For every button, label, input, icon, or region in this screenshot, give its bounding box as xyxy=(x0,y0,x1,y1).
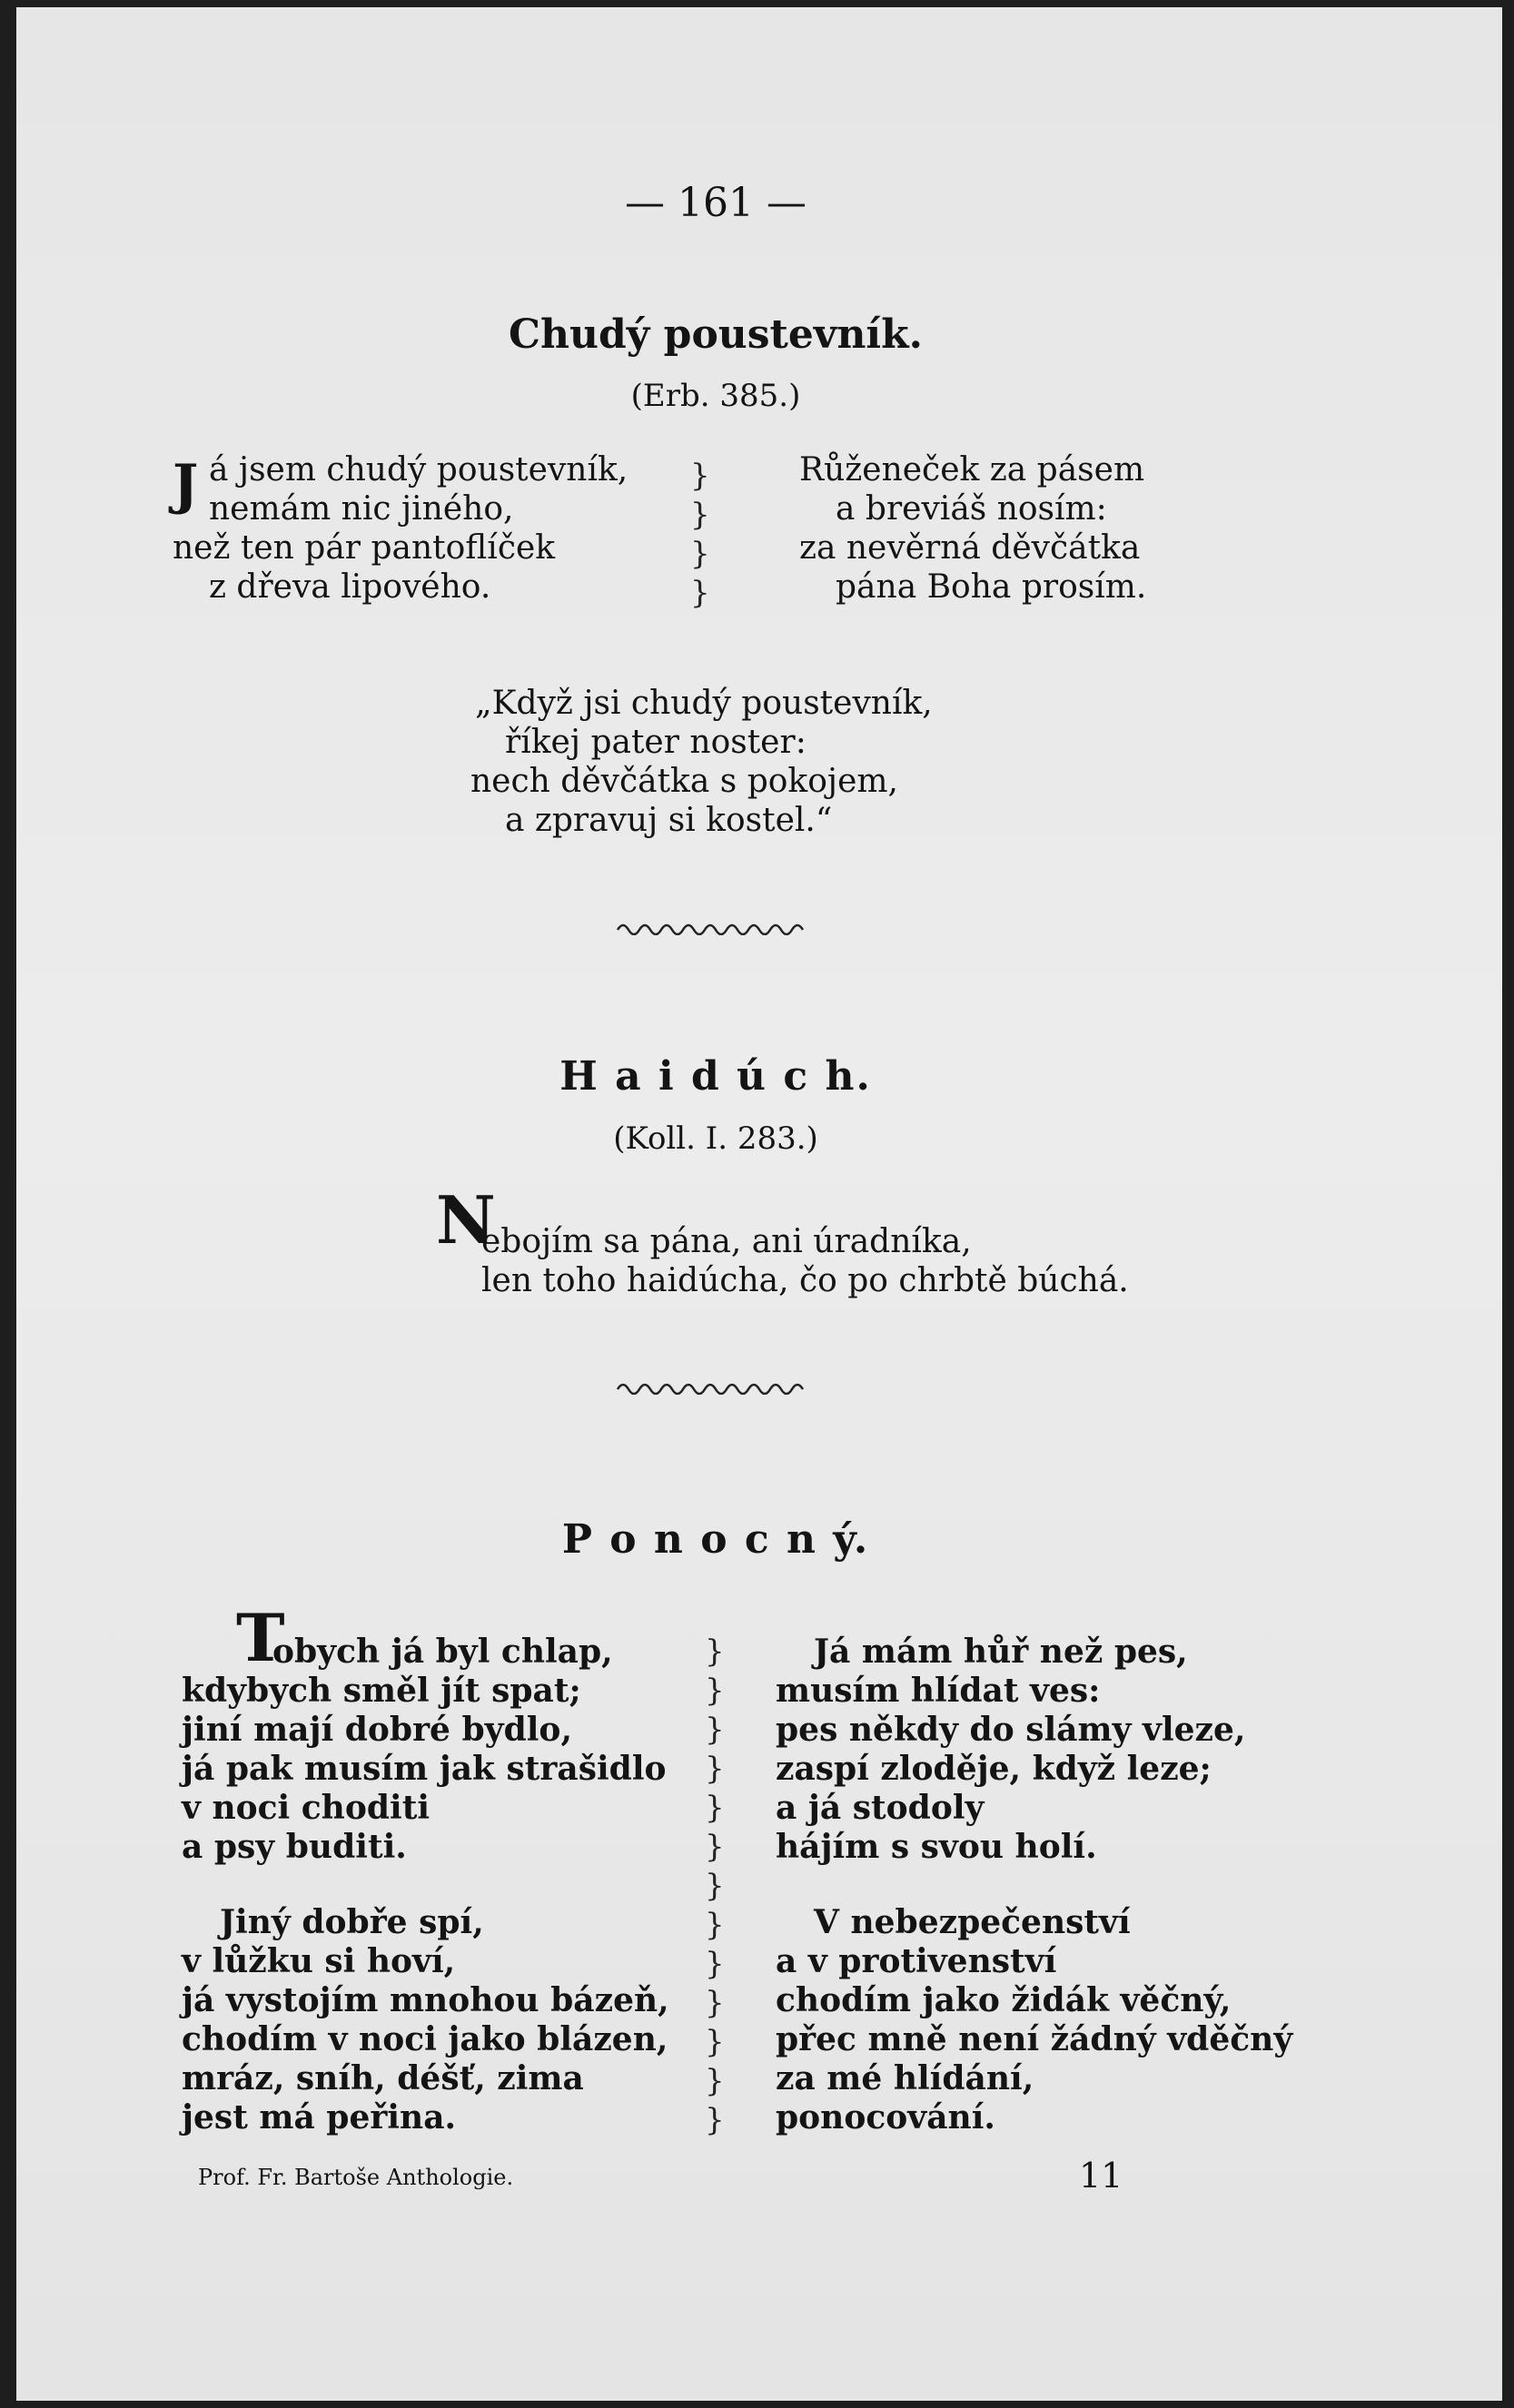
drop-cap-j: J xyxy=(173,453,199,517)
poem3-right-column xyxy=(776,1633,1292,2137)
poem1-left-column xyxy=(173,450,628,607)
poem-title-1: Chudý poustevník. xyxy=(509,311,923,358)
verse-line: a v protivenství xyxy=(776,1942,1057,1980)
verse-line: a já stodoly xyxy=(776,1789,985,1827)
poem-source-2: (Koll. I. 283.) xyxy=(613,1120,818,1157)
verse-line: pes někdy do slámy vleze, xyxy=(776,1711,1246,1749)
verse-line: a breviáš nosím: xyxy=(836,490,1107,528)
book-page xyxy=(16,7,1502,2401)
verse-line: a psy buditi. xyxy=(182,1828,407,1866)
footer-signature: Prof. Fr. Bartoše Anthologie. xyxy=(198,2165,514,2190)
footer-sheet-number: 11 xyxy=(1079,2156,1123,2196)
verse-line: „Když jsi chudý poustevník, xyxy=(475,685,933,722)
verse-line: a zpravuj si kostel.“ xyxy=(505,802,833,839)
verse-line: Já mám hůř než pes, xyxy=(814,1633,1188,1671)
poem-title-2: H a i d ú c h. xyxy=(559,1053,872,1100)
verse-line: za mé hlídání, xyxy=(776,2059,1034,2097)
section-divider-ornament xyxy=(616,1377,816,1395)
verse-line: jiní mají dobré bydlo, xyxy=(182,1711,572,1749)
verse-line: z dřeva lipového. xyxy=(209,568,491,606)
verse-line: mráz, sníh, déšť, zima xyxy=(182,2059,584,2097)
verse-line: pána Boha prosím. xyxy=(836,568,1147,606)
verse-line: já pak musím jak strašidlo xyxy=(182,1750,667,1788)
verse-line: říkej pater noster: xyxy=(505,724,806,761)
verse-line: zaspí zloděje, když leze; xyxy=(776,1750,1212,1788)
verse-line: ebojím sa pána, ani úradníka, xyxy=(481,1223,972,1260)
drop-cap-n: N xyxy=(436,1181,496,1258)
verse-line: jest má peřina. xyxy=(182,2098,457,2137)
verse-line: ponocování. xyxy=(776,2098,995,2137)
poem1-right-column xyxy=(799,450,1146,607)
poem-source-1: (Erb. 385.) xyxy=(630,378,801,414)
verse-line: chodím v noci jako blázen, xyxy=(182,2020,668,2058)
verse-line: musím hlídat ves: xyxy=(776,1672,1101,1710)
poem-title-3: P o n o c n ý. xyxy=(561,1516,870,1563)
verse-line: chodím jako židák věčný, xyxy=(776,1981,1232,2019)
verse-line: obych já byl chlap, xyxy=(272,1633,613,1671)
verse-line: V nebezpečenství xyxy=(814,1903,1131,1941)
page-number: — 161 — xyxy=(625,180,806,226)
verse-line: á jsem chudý poustevník, xyxy=(209,451,628,489)
verse-line: já vystojím mnohou bázeň, xyxy=(182,1981,669,2019)
drop-cap-t: T xyxy=(236,1599,285,1676)
verse-line: v noci choditi xyxy=(182,1789,430,1827)
column-divider-braces: } } } } } } } } } } } } } xyxy=(705,1633,725,2138)
section-divider-ornament xyxy=(616,917,816,935)
verse-line: v lůžku si hoví, xyxy=(182,1942,456,1980)
verse-line: nech děvčátka s pokojem, xyxy=(470,763,898,800)
verse-line: nemám nic jiného, xyxy=(209,490,514,528)
poem1-stanza-2 xyxy=(470,684,933,840)
column-divider-braces: } } } } xyxy=(690,458,710,611)
verse-line: přec mně není žádný vděčný xyxy=(776,2020,1293,2058)
poem2-body xyxy=(436,1181,1129,1300)
verse-line: hájím s svou holí. xyxy=(776,1828,1097,1866)
verse-line: Růženeček za pásem xyxy=(799,451,1145,489)
verse-line: kdybych směl jít spat; xyxy=(182,1672,581,1710)
verse-line: za nevěrná děvčátka xyxy=(799,529,1141,567)
verse-line: len toho haidúcha, čo po chrbtě búchá. xyxy=(481,1262,1129,1299)
verse-line: Jiný dobře spí, xyxy=(220,1903,484,1941)
poem3-left-column xyxy=(182,1599,669,2137)
verse-line: než ten pár pantoflíček xyxy=(173,529,556,567)
